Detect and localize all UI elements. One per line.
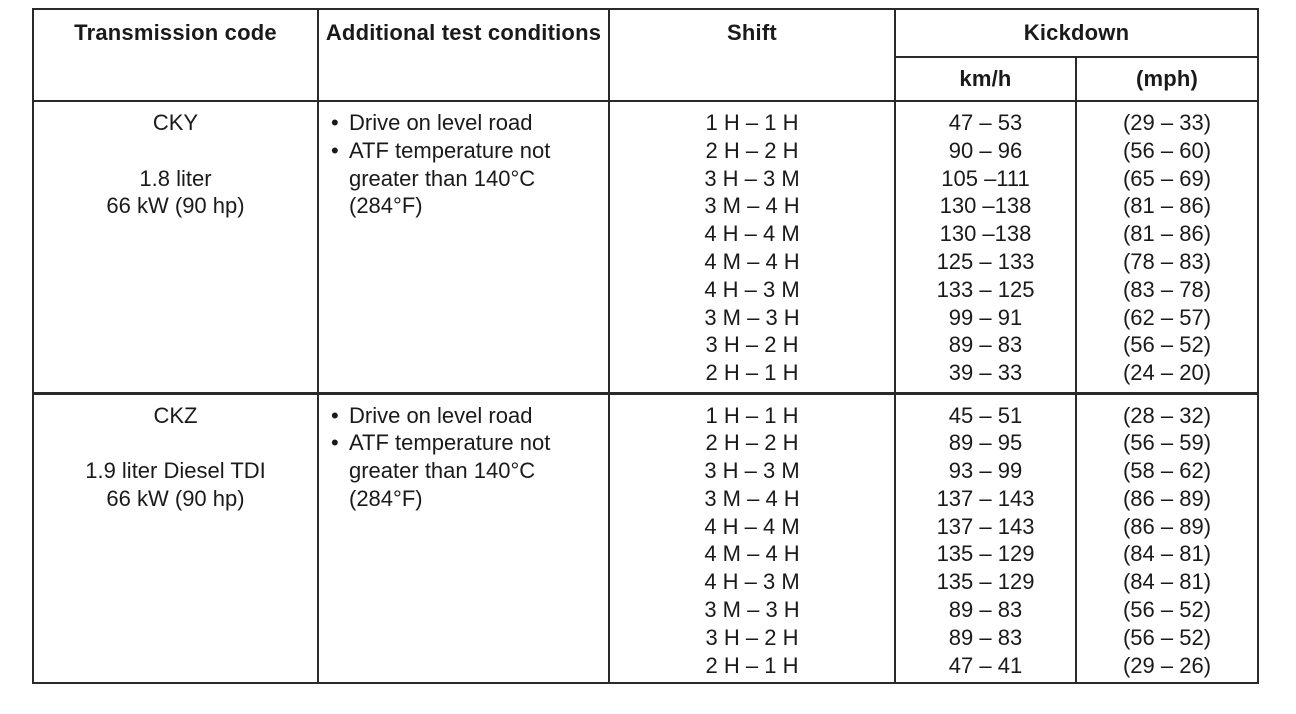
kmh-value: 105 –111 [941,165,1030,191]
shift-value: 3 H – 2 H [705,332,799,358]
kmh-value: 89 – 83 [948,332,1023,358]
kmh-value: 93 – 99 [948,458,1023,484]
engine-power: 66 kW (90 hp) [106,193,245,219]
mph-value: (29 – 33) [1122,110,1212,135]
header-kmh: km/h [895,57,1076,101]
kmh-value: 45 – 51 [948,402,1023,428]
shift-value: 3 M – 3 H [704,304,800,330]
kmh-value: 125 – 133 [936,248,1035,274]
kmh-value: 89 – 83 [948,624,1023,650]
mph-value: (56 – 52) [1122,332,1212,358]
kmh-value: 130 –138 [939,221,1032,247]
mph-value: (56 – 52) [1122,597,1212,623]
mph-value: (86 – 89) [1122,513,1212,539]
kmh-value: 89 – 83 [948,597,1023,623]
shift-value: 3 M – 4 H [704,193,800,219]
transmission-code-cell [33,101,318,393]
transmission-code: CKY [152,110,199,135]
mph-cell [1076,393,1258,683]
mph-value: (84 – 81) [1122,541,1212,567]
condition-item: • Drive on level road [331,402,602,430]
kmh-value: 135 – 129 [936,541,1035,567]
condition-item: • ATF temperature not greater than 140°C (284°F) [331,429,602,512]
kmh-value: 137 – 143 [936,513,1035,539]
mph-value: (29 – 26) [1122,652,1212,678]
shift-value: 4 H – 4 M [704,221,800,247]
transmission-code: CKZ [153,402,198,428]
condition-item: • ATF temperature not greater than 140°C (284°F) [331,137,602,220]
header-transmission-code: Transmission code [33,9,318,101]
kmh-value: 47 – 53 [948,110,1023,135]
mph-value: (78 – 83) [1122,248,1212,274]
header-shift: Shift [609,9,895,101]
kmh-value: 90 – 96 [948,137,1023,163]
mph-value: (24 – 20) [1122,360,1212,386]
header-kickdown: Kickdown [895,9,1258,57]
kmh-value: 89 – 95 [948,430,1023,456]
engine-power: 66 kW (90 hp) [106,485,245,511]
shift-value: 1 H – 1 H [705,110,799,135]
mph-cell [1076,101,1258,393]
engine-displacement: 1.9 liter Diesel TDI [85,458,266,484]
mph-value: (81 – 86) [1122,193,1212,219]
shift-value: 3 H – 3 M [704,458,800,484]
mph-value: (86 – 89) [1122,485,1212,511]
mph-value: (56 – 59) [1122,430,1212,456]
kmh-value: 47 – 41 [948,652,1023,678]
kmh-value: 99 – 91 [948,304,1023,330]
shift-value: 4 H – 3 M [704,276,800,302]
mph-value: (65 – 69) [1122,165,1212,191]
kmh-value: 39 – 33 [948,360,1023,386]
shift-value: 4 M – 4 H [704,248,800,274]
mph-value: (56 – 60) [1122,137,1212,163]
shift-cell [609,393,895,683]
header-additional-conditions: Additional test conditions [318,9,609,101]
kmh-value: 133 – 125 [936,276,1035,302]
shift-value: 2 H – 1 H [705,360,799,386]
engine-displacement: 1.8 liter [139,165,212,191]
shift-value: 2 H – 2 H [705,137,799,163]
mph-value: (84 – 81) [1122,569,1212,595]
conditions-cell [318,101,609,393]
shift-value: 3 M – 4 H [704,485,800,511]
shift-value: 3 M – 3 H [704,597,800,623]
kmh-cell [895,101,1076,393]
shift-value: 1 H – 1 H [705,402,799,428]
conditions-cell [318,393,609,683]
kmh-value: 137 – 143 [936,485,1035,511]
mph-value: (28 – 32) [1122,402,1212,428]
condition-item: • Drive on level road [331,109,602,137]
shift-value: 2 H – 2 H [705,430,799,456]
shift-cell [609,101,895,393]
shift-value: 3 H – 3 M [704,165,800,191]
shift-value: 2 H – 1 H [705,652,799,678]
mph-value: (56 – 52) [1122,624,1212,650]
table-row [33,101,1258,393]
shift-value: 4 M – 4 H [704,541,800,567]
mph-value: (83 – 78) [1122,276,1212,302]
kmh-value: 130 –138 [939,193,1032,219]
mph-value: (62 – 57) [1122,304,1212,330]
table-row [33,393,1258,683]
kmh-value: 135 – 129 [936,569,1035,595]
mph-value: (58 – 62) [1122,458,1212,484]
shift-value: 3 H – 2 H [705,624,799,650]
shift-value: 4 H – 4 M [704,513,800,539]
kmh-cell [895,393,1076,683]
transmission-code-cell [33,393,318,683]
shift-value: 4 H – 3 M [704,569,800,595]
kickdown-table [32,8,1259,684]
mph-value: (81 – 86) [1122,221,1212,247]
header-mph: (mph) [1076,57,1258,101]
